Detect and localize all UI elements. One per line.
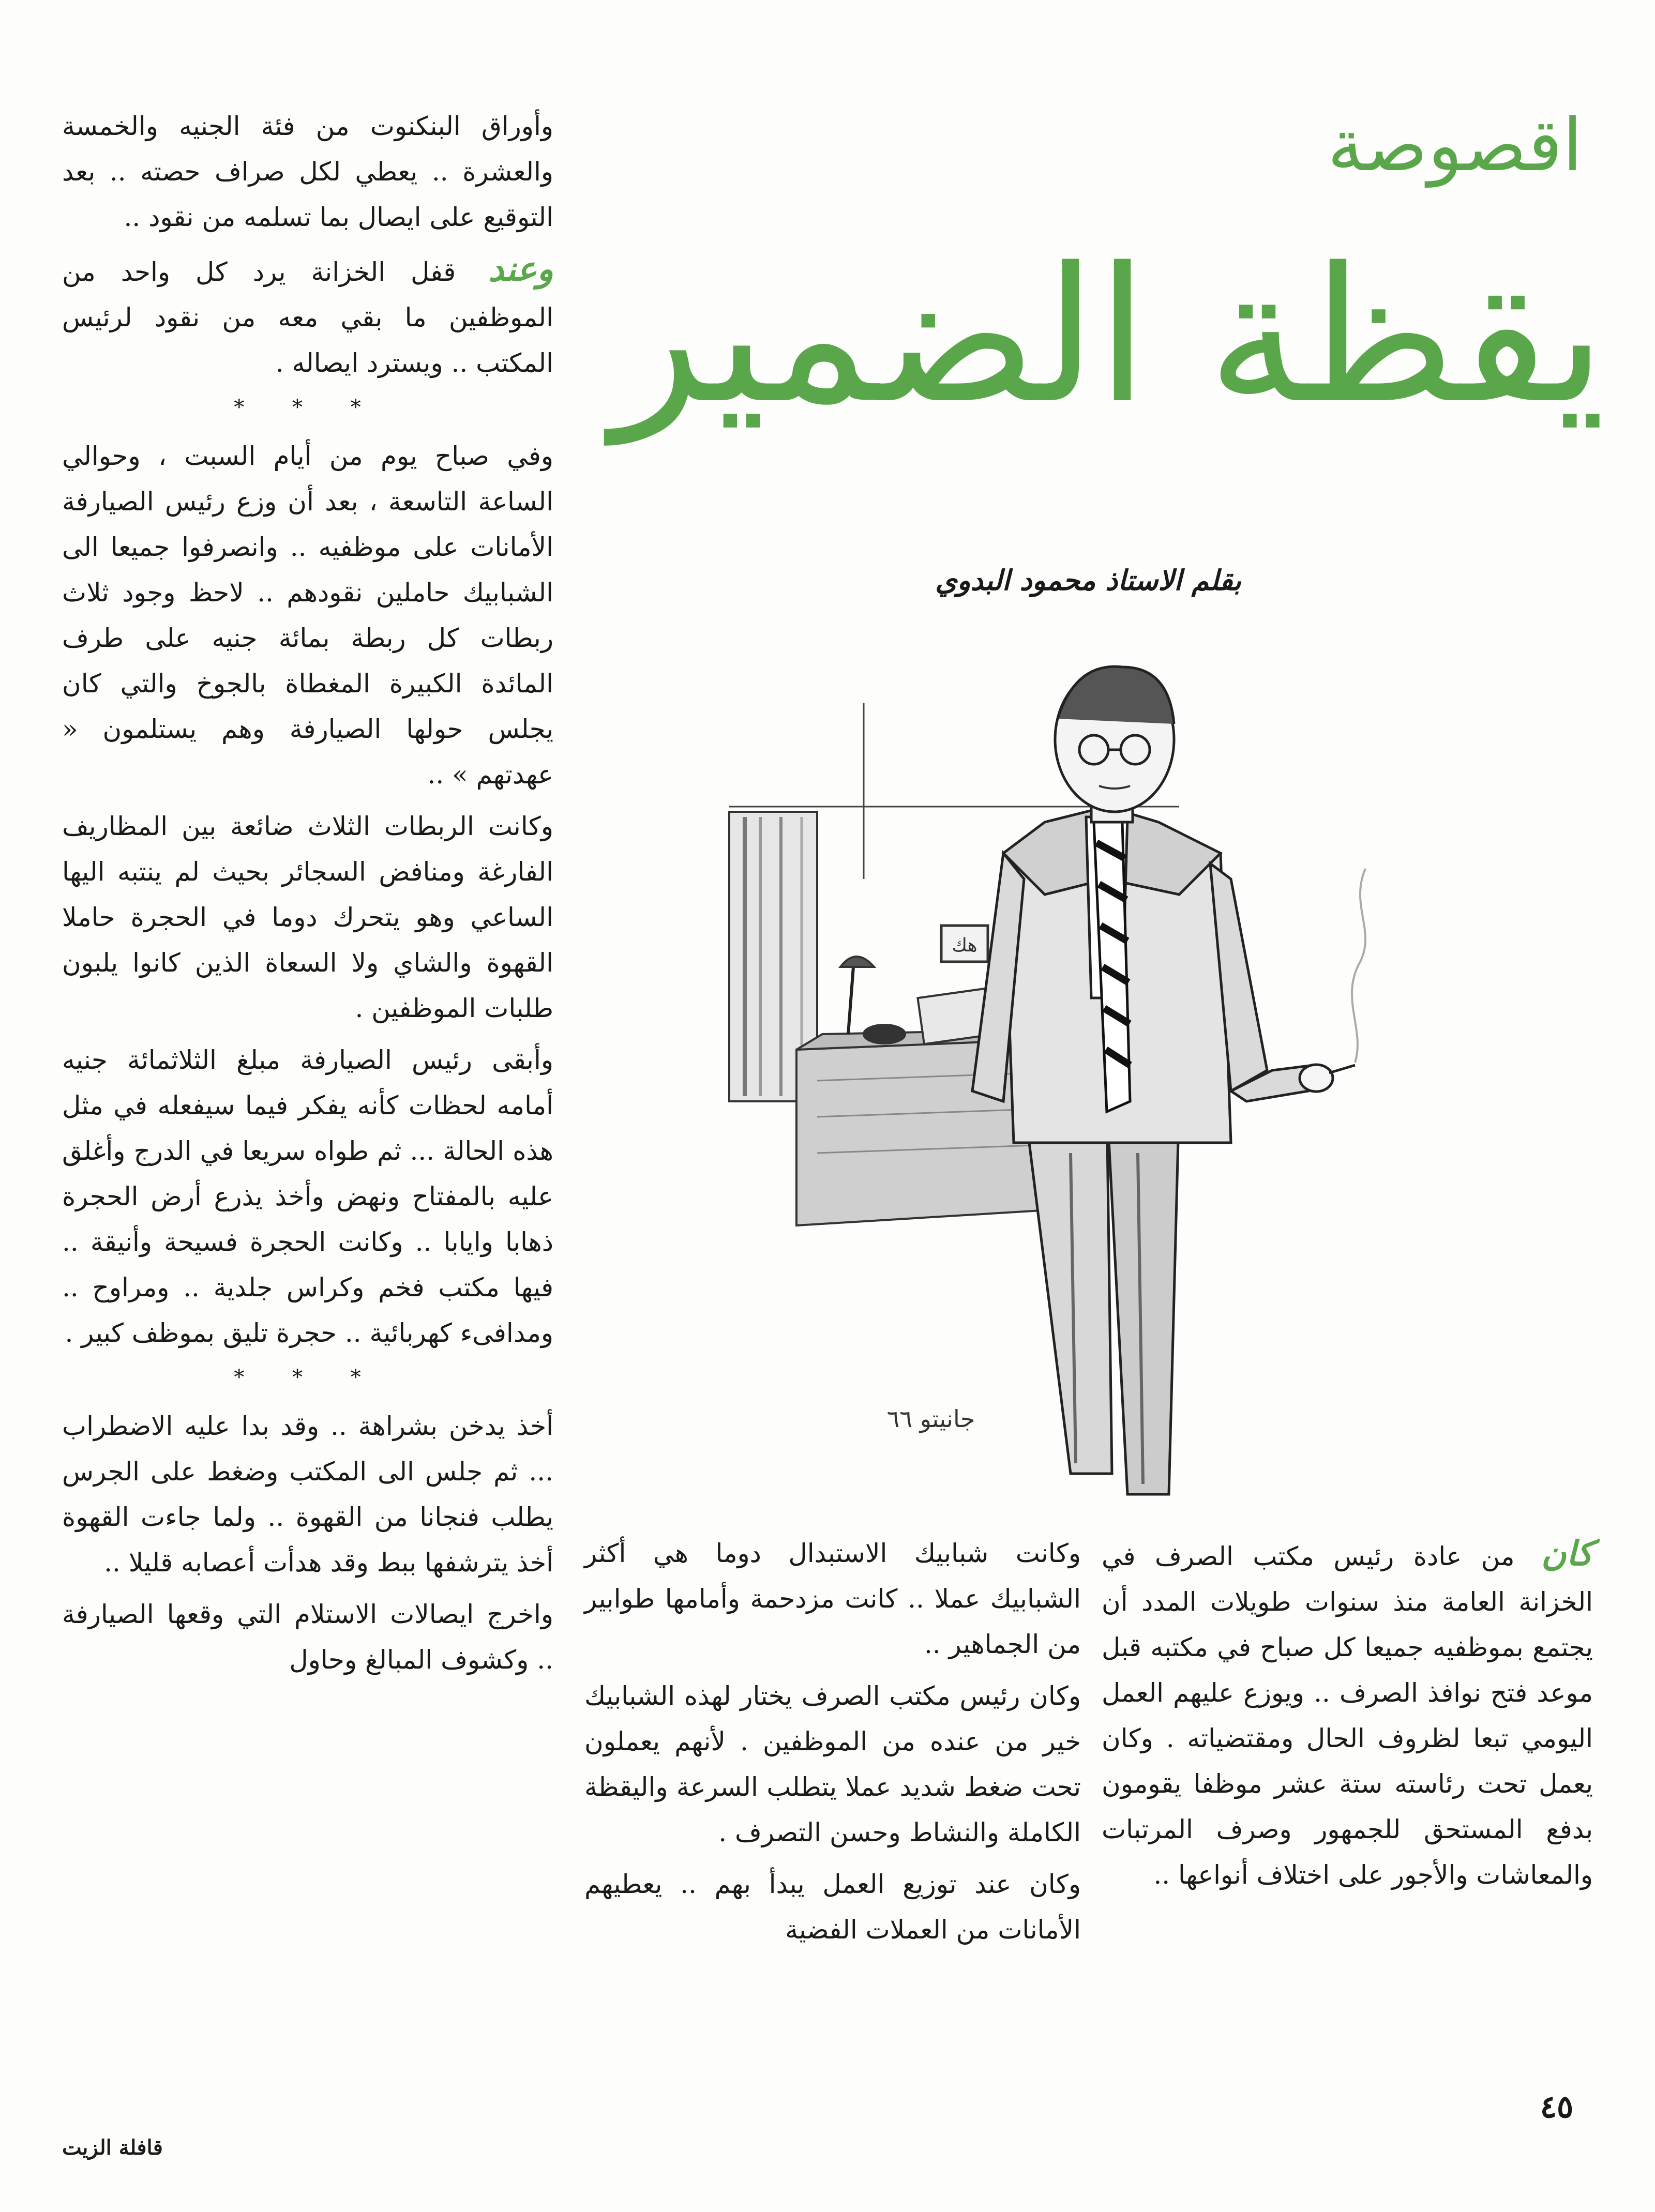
paragraph	[1102, 1531, 1593, 1898]
paragraph: أخذ يدخن بشراهة .. وقد بدا عليه الاضطراب ... ثم جلس الى المكتب وضغط على الجرس يطلب فنجانا من القهوة .. ولما جاءت القهوة أخذ يترشفها ببط وقد هدأت أعصابه قليلا ..	[62, 1411, 553, 1578]
artist-signature: جانيتو ٦٦	[886, 1405, 975, 1433]
paragraph: وأوراق البنكنوت من فئة الجنيه والخمسة والعشرة .. يعطي لكل صراف حصته .. بعد التوقيع على ايصال بما تسلمه من نقود ..	[62, 111, 553, 232]
paragraph-text: من عادة رئيس مكتب الصرف في الخزانة العامة منذ سنوات طويلات المدد أن يجتمع بموظفيه جميعا كل صباح في مكتبه قبل موعد فتح نوافذ الصرف .. ويوزع عليهم العمل اليومي تبعا لظروف الحال ومقتضياته . وكان يعمل تحت رئاسته ستة عشر موظفا يقومون بدفع المستحق للجمهور وصرف المرتبات والمعاشات والأجور على اختلاف أنواعها ..	[1102, 1541, 1593, 1890]
paragraph: وفي صباح يوم من أيام السبت ، وحوالي الساعة التاسعة ، بعد أن وزع رئيس الصيارفة الأمانات على موظفيه .. وانصرفوا جميعا الى الشبابيك حاملين نقودهم .. لاحظ وجود ثلاث ربطات كل ربطة بمائة جنيه على طرف المائدة الكبيرة المغطاة بالجوخ والتي كان يجلس حولها الصيارفة وهم يستلمون « عهدتهم » ..	[62, 441, 553, 790]
paragraph: وكانت الربطات الثلاث ضائعة بين المظاريف الفارغة ومنافض السجائر بحيث لم ينتبه اليها الساعي وهو يتحرك دوما في الحجرة حاملا القهوة والشاي ولا السعاة الذين كانوا يلبون طلبات الموظفين .	[62, 811, 553, 1023]
magazine-name: قافلة الزيت	[62, 2135, 163, 2160]
column-right	[1102, 1531, 1593, 1904]
paragraph: وكانت شبابيك الاستبدال دوما هي أكثر الشبابيك عملا .. كانت مزدحمة وأمامها طوابير من الجماهير ..	[584, 1538, 1081, 1659]
illustration-man-in-office	[714, 636, 1603, 1515]
paragraph-text: قفل الخزانة يرد كل واحد من الموظفين ما بقي معه من نقود لرئيس المكتب .. ويسترد ايصاله .	[62, 257, 553, 378]
paragraph: وكان رئيس مكتب الصرف يختار لهذه الشبابيك خير من عنده من الموظفين . لأنهم يعملون تحت ضغط شديد عملا يتطلب السرعة واليقظة الكاملة والنشاط وحسن التصرف .	[584, 1681, 1081, 1847]
section-separator: * * *	[234, 396, 382, 419]
paragraph	[62, 246, 553, 386]
column-middle	[584, 1531, 1081, 1959]
paragraph: وكان عند توزيع العمل يبدأ بهم .. يعطيهم الأمانات من العملات الفضية	[584, 1869, 1081, 1945]
story-title: يقظة الضمير	[611, 228, 1606, 444]
frame-text: هك	[952, 935, 977, 956]
story-kicker: اقصوصة	[1327, 103, 1583, 188]
drop-word: كان	[1541, 1533, 1593, 1573]
section-separator: * * *	[234, 1366, 382, 1389]
paragraph: وأبقى رئيس الصيارفة مبلغ الثلاثمائة جنيه أمامه لحظات كأنه يفكر فيما سيفعله في مثل هذه الحالة ... ثم طواه سريعا في الدرج وأغلق عليه بالمفتاح ونهض وأخذ يذرع أرض الحجرة ذهابا وايابا .. وكانت الحجرة فسيحة وأنيقة .. فيها مكتب فخم وكراس جلدية .. ومراوح .. ومدافىء كهربائية .. حجرة تليق بموظف كبير .	[62, 1045, 553, 1348]
page-number: ٤٥	[1540, 2089, 1574, 2125]
paragraph: واخرج ايصالات الاستلام التي وقعها الصيارفة .. وكشوف المبالغ وحاول	[62, 1599, 553, 1675]
man-figure	[972, 666, 1365, 1494]
wall-frame	[941, 926, 988, 962]
column-left	[62, 103, 553, 1689]
drop-word: وعند	[488, 249, 553, 289]
byline: بقلم الاستاذ محمود البدوي	[935, 564, 1241, 597]
